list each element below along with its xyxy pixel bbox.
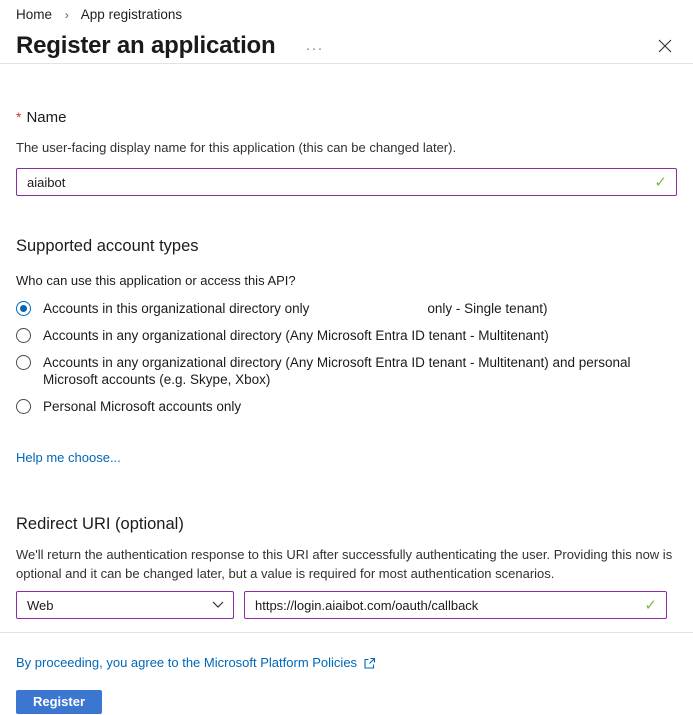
- name-input-container: [16, 168, 677, 196]
- radio-option-personal-only[interactable]: [16, 398, 677, 415]
- close-icon[interactable]: [657, 38, 673, 54]
- header-divider: [0, 63, 693, 64]
- platform-policies-link[interactable]: By proceeding, you agree to the Microsoft Platform Policies: [16, 655, 358, 670]
- radio-option-multitenant-personal[interactable]: [16, 354, 677, 388]
- radio-option-single-tenant[interactable]: [16, 300, 677, 317]
- policy-row: [16, 655, 677, 670]
- external-link-icon: [363, 657, 376, 670]
- name-field-label: * Name: [16, 109, 67, 126]
- breadcrumb-home-link[interactable]: Home: [16, 7, 53, 22]
- page-title: Register an application: [16, 32, 276, 59]
- blade-footer: [0, 655, 693, 715]
- chevron-down-icon: [212, 601, 224, 609]
- help-me-choose-link[interactable]: Help me choose...: [16, 450, 121, 465]
- redirect-uri-input[interactable]: [244, 591, 667, 619]
- ellipsis-icon: ···: [305, 39, 324, 57]
- name-field-description: The user-facing display name for this application (this can be changed later).: [16, 140, 457, 155]
- supported-account-types-heading: Supported account types: [16, 237, 199, 255]
- radio-option-label: Accounts in this organizational directory only only - Single tenant): [43, 301, 548, 316]
- platform-select-value: Web: [27, 597, 54, 613]
- account-type-radio-group: [16, 300, 677, 415]
- platform-select[interactable]: [16, 591, 234, 619]
- valid-check-icon: ✓: [644, 597, 657, 614]
- radio-button-icon[interactable]: [16, 328, 31, 343]
- breadcrumb-separator-icon: ›: [64, 8, 69, 22]
- breadcrumb-app-registrations-link[interactable]: App registrations: [80, 7, 183, 22]
- valid-check-icon: ✓: [654, 174, 667, 191]
- uri-input-container: [244, 591, 667, 619]
- radio-button-icon[interactable]: [16, 301, 31, 316]
- redirect-uri-heading: Redirect URI (optional): [16, 515, 184, 533]
- radio-option-label: Accounts in any organizational directory (Any Microsoft Entra ID tenant - Multitenant) and personal Microsoft accounts (e.g. Skype, Xbox): [43, 355, 631, 387]
- register-button[interactable]: Register: [16, 690, 102, 714]
- redirect-uri-description: We'll return the authentication response to this URI after successfully authenticating the user. Providing this now is optional and it can be changed later, but a value is required for most authentication scenarios.: [16, 547, 673, 581]
- radio-button-icon[interactable]: [16, 355, 31, 370]
- footer-divider: [0, 632, 693, 633]
- name-input[interactable]: [16, 168, 677, 196]
- required-marker: *: [16, 109, 22, 125]
- account-types-question: Who can use this application or access this API?: [16, 273, 296, 288]
- radio-option-label: Accounts in any organizational directory (Any Microsoft Entra ID tenant - Multitenant): [43, 328, 549, 343]
- blade-header: [0, 32, 693, 60]
- radio-option-label: Personal Microsoft accounts only: [43, 399, 242, 414]
- radio-option-multitenant[interactable]: [16, 327, 677, 344]
- blade-body: [0, 108, 693, 619]
- radio-button-icon[interactable]: [16, 399, 31, 414]
- breadcrumb: [0, 0, 693, 22]
- redirect-uri-controls: [16, 591, 677, 619]
